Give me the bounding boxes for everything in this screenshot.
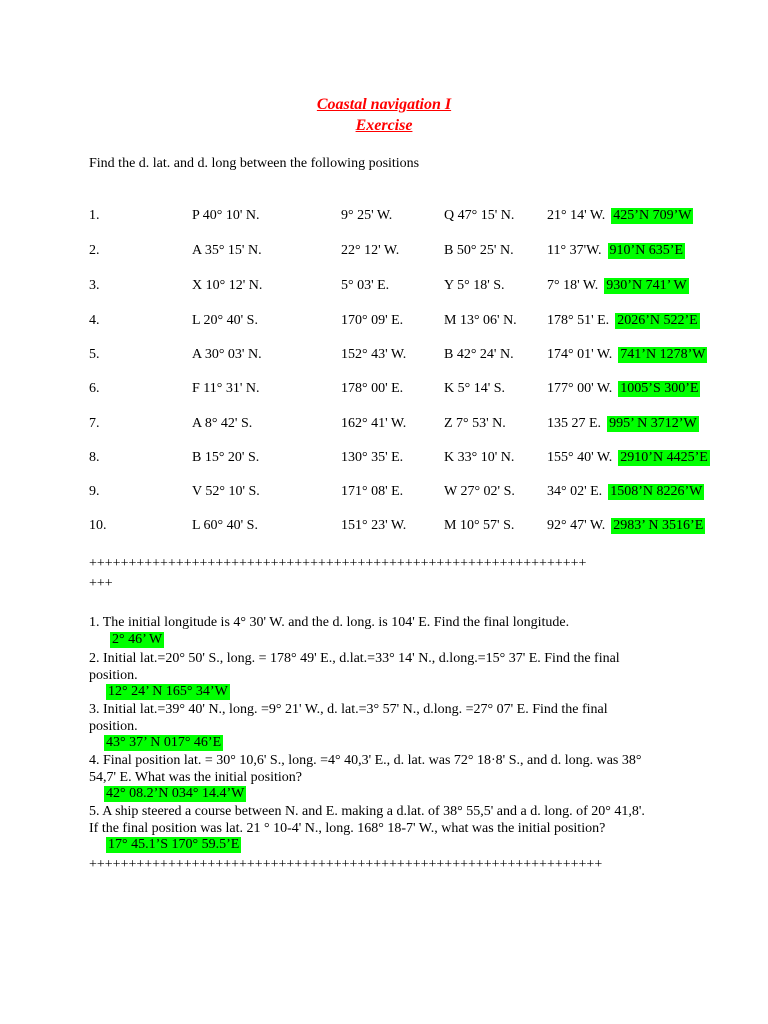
row-answer: 930’N 741’ W (606, 278, 687, 293)
table-row (0, 484, 768, 504)
row-l2: 177° 00' W. (547, 381, 613, 396)
question-answer: 12° 24’ N 165° 34’W (108, 684, 228, 699)
question-answer: 42° 08.2’N 034° 14.4’W (106, 786, 245, 801)
row-l1: 151° 23' W. (341, 518, 407, 533)
row-p1: L 60° 40' S. (192, 518, 258, 533)
separator-line-continued: +++ (89, 576, 113, 591)
row-l1: 152° 43' W. (341, 347, 407, 362)
row-answer: 1508’N 8226’W (610, 484, 703, 499)
separator-line-bottom: +++++++++++++++++++++++++++++++++++++++++++++++++++++++++++++++++ (89, 857, 603, 872)
row-p1: X 10° 12' N. (192, 278, 263, 293)
document-title: Coastal navigation I (316, 96, 452, 113)
row-l2: 34° 02' E. (547, 484, 603, 499)
row-l2: 178° 51' E. (547, 313, 610, 328)
table-row (0, 381, 768, 401)
table-row (0, 416, 768, 436)
table-row (0, 313, 768, 333)
row-answer: 1005’S 300’E (620, 381, 699, 396)
question-text: 3. Initial lat.=39° 40' N., long. =9° 21' W., d. lat.=3° 57' N., d.long. =27° 07' E. Find the final position. (89, 702, 608, 734)
question-answer: 17° 45.1’S 170° 59.5’E (108, 837, 240, 852)
row-p2: W 27° 02' S. (444, 484, 515, 499)
row-p1: F 11° 31' N. (192, 381, 260, 396)
row-l2: 155° 40' W. (547, 450, 613, 465)
row-l1: 22° 12' W. (341, 243, 400, 258)
row-num: 2. (89, 243, 100, 258)
row-p2: Z 7° 53' N. (444, 416, 506, 431)
row-answer: 2983’ N 3516’E (613, 518, 704, 533)
row-p2: K 5° 14' S. (444, 381, 506, 396)
row-l1: 5° 03' E. (341, 278, 390, 293)
row-num: 8. (89, 450, 100, 465)
row-num: 1. (89, 208, 100, 223)
row-p2: B 42° 24' N. (444, 347, 514, 362)
row-num: 3. (89, 278, 100, 293)
row-l1: 178° 00' E. (341, 381, 404, 396)
row-l2: 7° 18' W. (547, 278, 599, 293)
row-l2: 92° 47' W. (547, 518, 606, 533)
question-text: 1. The initial longitude is 4° 30' W. and the d. long. is 104' E. Find the final longitude. (89, 615, 570, 630)
row-answer: 2026’N 522’E (617, 313, 698, 328)
row-answer: 910’N 635’E (609, 243, 684, 258)
row-p2: M 13° 06' N. (444, 313, 517, 328)
row-num: 9. (89, 484, 100, 499)
row-p1: A 30° 03' N. (192, 347, 262, 362)
row-p1: B 15° 20' S. (192, 450, 260, 465)
row-l1: 171° 08' E. (341, 484, 404, 499)
row-p2: B 50° 25' N. (444, 243, 514, 258)
question-answer: 2° 46’ W (112, 632, 163, 647)
row-answer: 2910’N 4425’E (620, 450, 708, 465)
separator-line: +++++++++++++++++++++++++++++++++++++++++++++++++++++++++++++++ (89, 556, 587, 571)
table-row (0, 243, 768, 263)
row-answer: 741’N 1278’W (620, 347, 706, 362)
row-p1: L 20° 40' S. (192, 313, 258, 328)
row-p1: A 8° 42' S. (192, 416, 253, 431)
row-num: 4. (89, 313, 100, 328)
row-l1: 130° 35' E. (341, 450, 404, 465)
table-row (0, 518, 768, 538)
table-row (0, 347, 768, 367)
row-num: 10. (89, 518, 107, 533)
document-subtitle: Exercise (355, 117, 413, 134)
table-row (0, 450, 768, 470)
row-l1: 162° 41' W. (341, 416, 407, 431)
intro-text: Find the d. lat. and d. long between the following positions (89, 156, 420, 171)
row-num: 6. (89, 381, 100, 396)
question-answer: 43° 37’ N 017° 46’E (106, 735, 222, 750)
question-text: 4. Final position lat. = 30° 10,6' S., long. =4° 40,3' E., d. lat. was 72° 18·8' S., and d. long. was 38° 54,7' E. What was the initial position? (89, 753, 642, 785)
row-l2: 135 27 E. (547, 416, 602, 431)
row-l1: 170° 09' E. (341, 313, 404, 328)
table-row (0, 278, 768, 298)
row-p1: P 40° 10' N. (192, 208, 260, 223)
row-l2: 174° 01' W. (547, 347, 613, 362)
row-p1: A 35° 15' N. (192, 243, 262, 258)
row-p2: M 10° 57' S. (444, 518, 515, 533)
row-l2: 11° 37'W. (547, 243, 602, 258)
row-l2: 21° 14' W. (547, 208, 606, 223)
question-text: 5. A ship steered a course between N. and E. making a d.lat. of 38° 55,5' and a d. long. of 20° 41,8'. If the final position was lat. 21 ° 10-4' N., long. 168° 18-7' W., what was the initial position? (89, 804, 645, 836)
row-p2: Q 47° 15' N. (444, 208, 515, 223)
row-answer: 425’N 709’W (613, 208, 692, 223)
row-num: 5. (89, 347, 100, 362)
question-text: 2. Initial lat.=20° 50' S., long. = 178° 49' E., d.lat.=33° 14' N., d.long.=15° 37' E. Find the final position. (89, 651, 620, 683)
row-p1: V 52° 10' S. (192, 484, 260, 499)
table-row (0, 208, 768, 228)
row-p2: K 33° 10' N. (444, 450, 515, 465)
row-num: 7. (89, 416, 100, 431)
row-p2: Y 5° 18' S. (444, 278, 505, 293)
row-l1: 9° 25' W. (341, 208, 393, 223)
row-answer: 995’ N 3712’W (609, 416, 697, 431)
